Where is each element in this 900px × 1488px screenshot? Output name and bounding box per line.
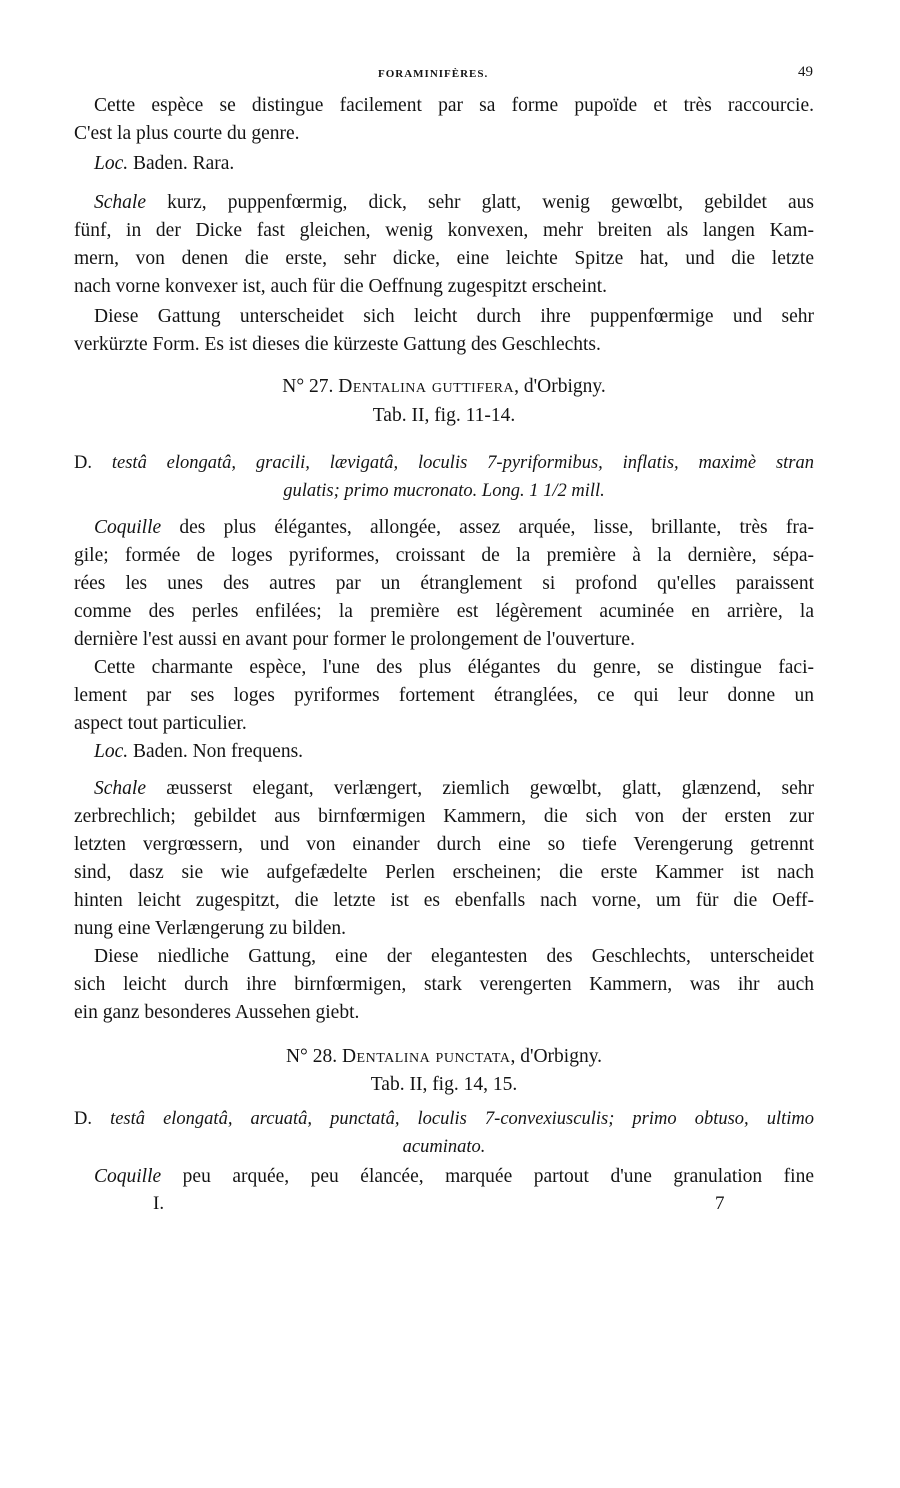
- loc-text: Baden. Rara.: [133, 153, 235, 174]
- text-line: Diese niedliche Gattung, eine der elegantesten des Geschlechts, unterscheidet: [94, 946, 814, 967]
- plate-reference: Tab. II, fig. 11-14.: [372, 405, 516, 426]
- text-line: ein ganz besonderes Aussehen giebt.: [74, 1002, 360, 1023]
- text-line: Coquille peu arquée, peu élancée, marquée partout d'une granulation fine: [94, 1166, 814, 1187]
- species-name: Dentalina guttifera: [338, 376, 515, 397]
- schale-word: Schale: [94, 778, 146, 799]
- text-line: lement par ses loges pyriformes fortement étranglées, ce qui leur donne un: [74, 685, 814, 706]
- text-line: nung eine Verlængerung zu bilden.: [74, 918, 347, 939]
- text-line: C'est la plus courte du genre.: [74, 123, 300, 144]
- text-line: Coquille des plus élégantes, allongée, assez arquée, lisse, brillante, très fra-: [94, 517, 814, 538]
- species-heading: [74, 1043, 814, 1071]
- signature-mark: 7: [715, 1193, 725, 1214]
- diagnosis-line: D. testâ elongatâ, arcuatâ, punctatâ, loculis 7-convexiusculis; primo obtuso, ultimo: [74, 1109, 815, 1129]
- text-line: comme des perles enfilées; la première est légèrement acuminée en arrière, la: [74, 601, 814, 622]
- species-number: N° 27.: [282, 376, 334, 397]
- volume-mark: I.: [153, 1193, 165, 1214]
- text-line: Schale kurz, puppenfœrmig, dick, sehr glatt, wenig gewœlbt, gebildet aus: [94, 192, 814, 213]
- text-line: Cette espèce se distingue facilement par sa forme pupoïde et très raccourcie.: [94, 95, 814, 116]
- text-line: gile; formée de loges pyriformes, croissant de la première à la dernière, sépa-: [74, 545, 814, 566]
- diagnosis-line: D. testâ elongatâ, gracili, lævigatâ, loculis 7-pyriformibus, inflatis, maximè stran: [74, 453, 814, 473]
- text-line: hinten leicht zugespitzt, die letzte ist es ebenfalls nach vorne, um für die Oeff-: [74, 890, 814, 911]
- species-author: , d'Orbigny.: [514, 376, 606, 397]
- diagnosis-line: gulatis; primo mucronato. Long. 1 1/2 mill.: [283, 481, 605, 501]
- text-line: dernière l'est aussi en avant pour former le prolongement de l'ouverture.: [74, 629, 635, 650]
- schale-word: Schale: [94, 192, 146, 213]
- coquille-word: Coquille: [94, 517, 162, 538]
- locality-line: [74, 738, 814, 766]
- text-line: letzten vergrœssern, und von einander durch eine so tiefe Verengerung getrennt: [74, 834, 814, 855]
- text-line: sind, dasz sie wie aufgefædelte Perlen erscheinen; die erste Kammer ist nach: [74, 862, 814, 883]
- species-heading: [74, 373, 814, 401]
- coquille-word: Coquille: [94, 1166, 162, 1187]
- loc-label: Loc.: [94, 153, 129, 174]
- loc-text: Baden. Non frequens.: [133, 741, 304, 762]
- text-line: Schale æusserst elegant, verlængert, ziemlich gewœlbt, glatt, glænzend, sehr: [94, 778, 815, 799]
- text-line: verkürzte Form. Es ist dieses die kürzeste Gattung des Geschlechts.: [74, 334, 601, 355]
- page-number: 49: [798, 64, 813, 80]
- text-line: zerbrechlich; gebildet aus birnfœrmigen Kammern, die sich von der ersten zur: [74, 806, 814, 827]
- text-line: aspect tout particulier.: [74, 713, 247, 734]
- species-number: N° 28.: [285, 1046, 338, 1067]
- locality-line: [74, 150, 814, 178]
- text-line: Cette charmante espèce, l'une des plus élégantes du genre, se distingue faci-: [94, 657, 814, 678]
- text-line: fünf, in der Dicke fast gleichen, wenig konvexen, mehr breiten als langen Kam-: [74, 220, 814, 241]
- text-line: Diese Gattung unterscheidet sich leicht durch ihre puppenfœrmige und sehr: [94, 306, 814, 327]
- species-author: , d'Orbigny.: [510, 1046, 603, 1067]
- running-title: FORAMINIFÈRES.: [378, 68, 489, 80]
- diagnosis-line: acuminato.: [402, 1137, 486, 1157]
- plate-reference: Tab. II, fig. 14, 15.: [370, 1074, 518, 1095]
- text-line: mern, von denen die erste, sehr dicke, eine leichte Spitze hat, und die letzte: [74, 248, 814, 269]
- text-line: sich leicht durch ihre birnfœrmigen, stark verengerten Kammern, was ihr auch: [74, 974, 814, 995]
- text-line: rées les unes des autres par un étranglement si profond qu'elles paraissent: [74, 573, 814, 594]
- species-name: Dentalina punctata: [341, 1046, 511, 1067]
- loc-label: Loc.: [94, 741, 129, 762]
- text-line: nach vorne konvexer ist, auch für die Oeffnung zugespitzt erscheint.: [74, 276, 607, 297]
